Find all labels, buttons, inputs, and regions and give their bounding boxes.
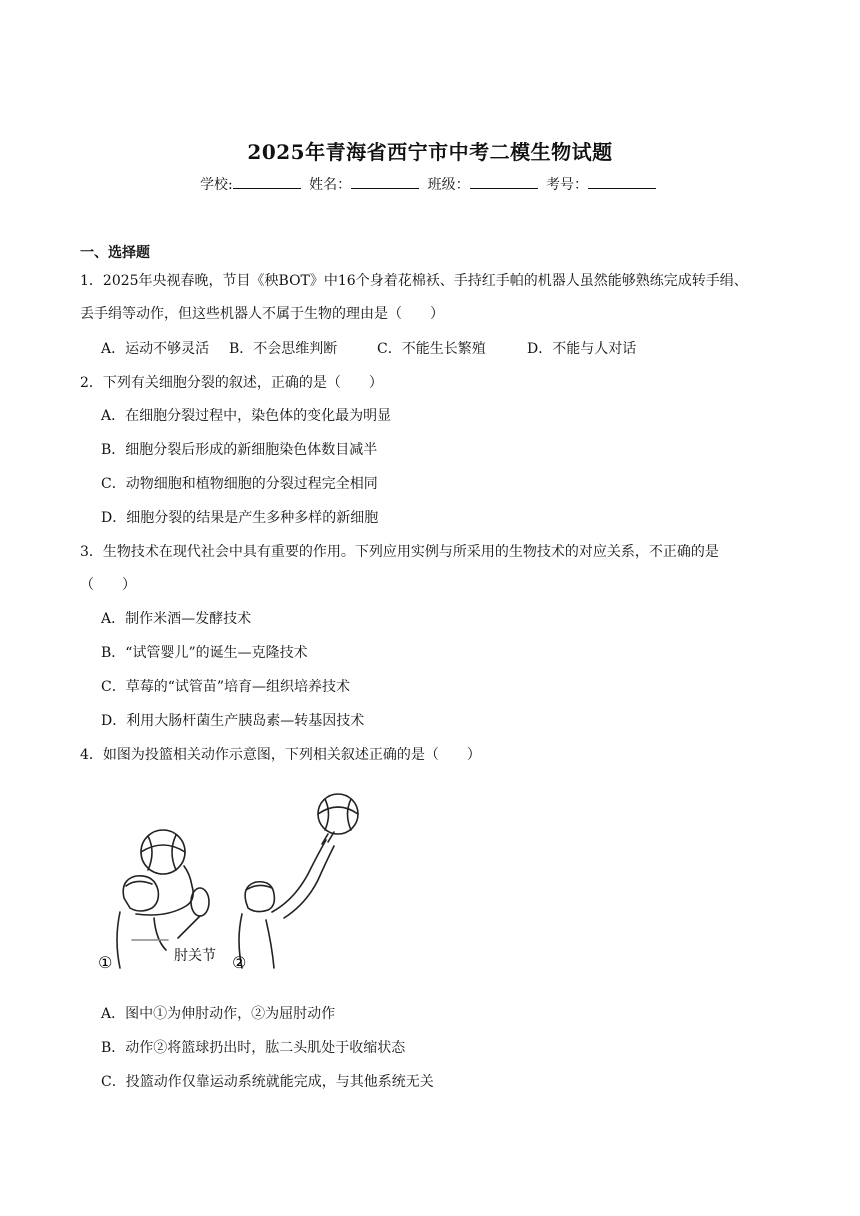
question-2-option-d: D．细胞分裂的结果是产生多种多样的新细胞: [101, 510, 379, 526]
question-3-option-c: C．草莓的“试管苗”培育—组织培养技术: [101, 679, 351, 695]
exam-number-blank: [588, 176, 656, 189]
section-title: 一、选择题: [80, 245, 150, 261]
question-2-option-c: C．动物细胞和植物细胞的分裂过程完全相同: [101, 476, 378, 492]
question-2-option-b: B．细胞分裂后形成的新细胞染色体数目减半: [101, 442, 378, 458]
school-blank: [233, 176, 301, 189]
question-3-option-d: D．利用大肠杆菌生产胰岛素—转基因技术: [101, 713, 365, 729]
elbow-joint-label: 肘关节: [174, 948, 216, 964]
option-a: A．运动不够灵活: [101, 341, 210, 357]
figure-label-1: ①: [98, 953, 113, 972]
question-4-option-c: C．投篮动作仅靠运动系统就能完成，与其他系统无关: [101, 1074, 434, 1090]
basketball-illustration: [96, 790, 396, 980]
option-d: D．不能与人对话: [527, 341, 637, 357]
option-c: C．不能生长繁殖: [377, 341, 486, 357]
exam-number-label: 考号：: [546, 177, 589, 193]
question-2-stem: 2．下列有关细胞分裂的叙述，正确的是（ ）: [80, 375, 383, 391]
question-1-stem-line-1: 1．2025年央视春晚，节目《秧BOT》中16个身着花棉袄、手持红手帕的机器人虽然能够熟练完成转手绢、: [80, 273, 748, 289]
basketball-2: [318, 794, 358, 834]
exam-title: 2025年青海省西宁市中考二模生物试题: [247, 140, 613, 164]
question-3-stem-line-1: 3．生物技术在现代社会中具有重要的作用。下列应用实例与所采用的生物技术的对应关系，不正确的是: [80, 544, 719, 560]
question-4-option-b: B．动作②将篮球扔出时，肱二头肌处于收缩状态: [101, 1040, 406, 1056]
question-3-option-b: B．“试管婴儿”的诞生—克隆技术: [101, 645, 308, 661]
question-1-options: [101, 338, 636, 358]
question-4-option-a: A．图中①为伸肘动作，②为屈肘动作: [101, 1006, 336, 1022]
name-label: 姓名：: [309, 177, 352, 193]
student-info-line: [0, 174, 860, 194]
option-b: B．不会思维判断: [229, 341, 338, 357]
basketball-figure: [96, 790, 396, 980]
question-3-option-a: A．制作米酒—发酵技术: [101, 611, 252, 627]
elbow-highlight: [191, 888, 209, 916]
class-blank: [470, 176, 538, 189]
question-1-stem-line-2: 丢手绢等动作，但这些机器人不属于生物的理由是（ ）: [80, 306, 444, 322]
figure-label-2: ②: [232, 953, 247, 972]
name-blank: [351, 176, 419, 189]
question-2-option-a: A．在细胞分裂过程中，染色体的变化最为明显: [101, 408, 392, 424]
class-label: 班级：: [427, 177, 470, 193]
school-label: 学校:: [199, 177, 233, 193]
question-4-stem: 4．如图为投篮相关动作示意图，下列相关叙述正确的是（ ）: [80, 747, 481, 763]
question-3-stem-line-2: （ ）: [80, 577, 136, 593]
